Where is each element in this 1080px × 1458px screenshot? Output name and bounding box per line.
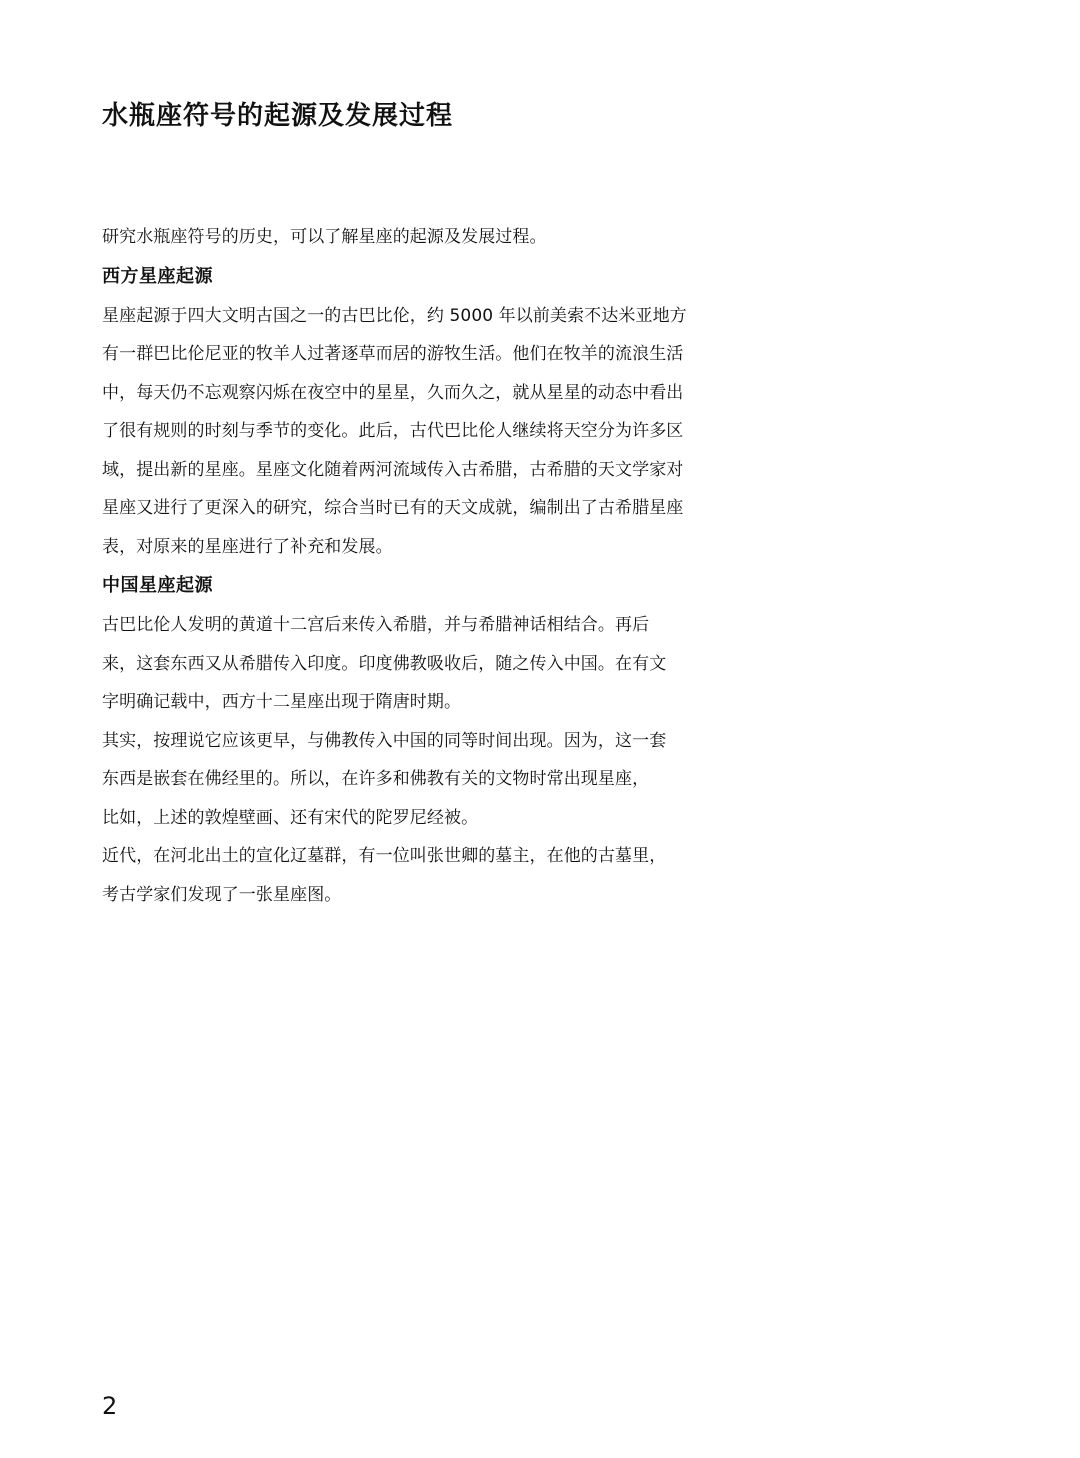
text-line: 有一群巴比伦尼亚的牧羊人过著逐草而居的游牧生活。他们在牧羊的流浪生活: [102, 344, 684, 364]
chinese-origin-paragraph-2: [102, 722, 720, 838]
text-line: 其实，按理说它应该更早，与佛教传入中国的同等时间出现。因为，这一套: [102, 730, 667, 751]
text-line: 了很有规则的时刻与季节的变化。此后，古代巴比伦人继续将天空分为许多区: [102, 421, 684, 441]
text-line: 域，提出新的星座。星座文化随着两河流域传入古希腊，古希腊的天文学家对: [102, 459, 684, 480]
text-line: 表，对原来的星座进行了补充和发展。: [102, 536, 393, 557]
page-title: 水瓶座符号的起源及发展过程: [102, 101, 454, 131]
text-line: 来，这套东西又从希腊传入印度。印度佛教吸收后，随之传入中国。在有文: [102, 653, 667, 674]
intro-paragraph: [102, 218, 720, 257]
text-line: 古巴比伦人发明的黄道十二宫后来传入希腊，并与希腊神话相结合。再后: [102, 615, 650, 635]
text-line: 研究水瓶座符号的历史，可以了解星座的起源及发展过程。: [102, 227, 547, 247]
chinese-origin-paragraph-1: [102, 606, 720, 722]
chinese-origin-paragraph-3: [102, 837, 720, 914]
article-body: [102, 218, 720, 914]
text-line: 星座起源于四大文明古国之一的古巴比伦，约 5000 年以前美索不达米亚地方: [102, 305, 687, 326]
text-line: 中，每天仍不忘观察闪烁在夜空中的星星，久而久之，就从星星的动态中看出: [102, 382, 684, 403]
text-line: 比如，上述的敦煌壁画、还有宋代的陀罗尼经被。: [102, 807, 479, 828]
section-heading-chinese-origin: 中国星座起源: [102, 575, 213, 596]
text-line: 东西是嵌套在佛经里的。所以，在许多和佛教有关的文物时常出现星座，: [102, 769, 650, 789]
text-line: 考古学家们发现了一张星座图。: [102, 884, 342, 905]
western-origin-paragraph: [102, 297, 720, 567]
text-line: 字明确记载中，西方十二星座出现于隋唐时期。: [102, 692, 462, 712]
text-line: 近代，在河北出土的宣化辽墓群，有一位叫张世卿的墓主，在他的古墓里，: [102, 846, 667, 866]
page-number: 2: [102, 1392, 118, 1420]
section-heading-western-origin: 西方星座起源: [102, 265, 213, 287]
text-line: 星座又进行了更深入的研究，综合当时已有的天文成就，编制出了古希腊星座: [102, 498, 684, 518]
